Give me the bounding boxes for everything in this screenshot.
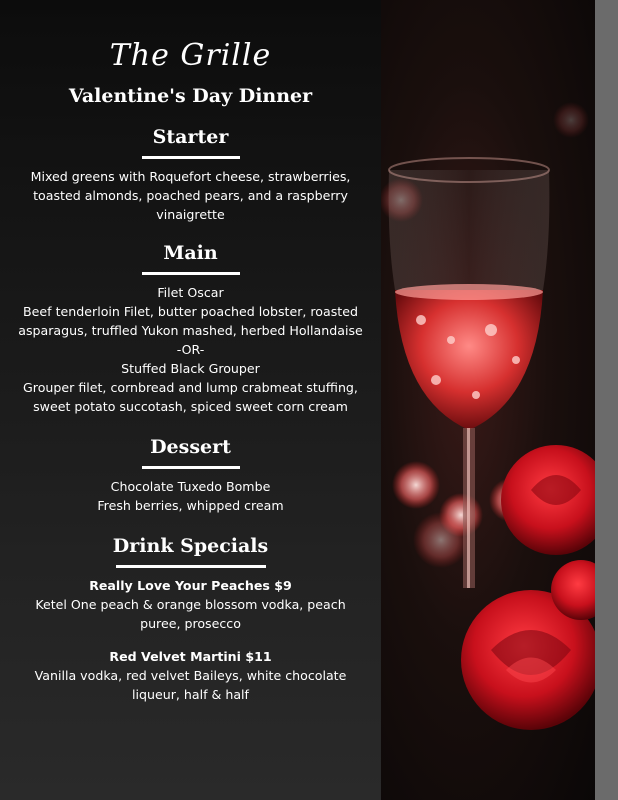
drinks-divider	[116, 565, 266, 568]
main-section	[12, 240, 369, 416]
drinks-heading: Drink Specials	[112, 535, 269, 557]
menu-title: Valentine's Day Dinner	[68, 85, 313, 107]
starter-section	[12, 124, 369, 224]
drink2-name: Red Velvet Martini $11	[109, 649, 272, 664]
rose-cluster	[461, 445, 595, 730]
restaurant-logo: The Grille	[109, 38, 272, 73]
main-option1-name: Filet Oscar	[157, 285, 224, 300]
main-separator: -OR-	[176, 342, 205, 357]
drink2-description: Vanilla vodka, red velvet Baileys, white chocolate liqueur, half & half	[34, 668, 347, 702]
main-option2-name: Stuffed Black Grouper	[121, 361, 260, 376]
drinks-section	[12, 533, 369, 704]
starter-description: Mixed greens with Roquefort cheese, strawberries, toasted almonds, poached pears, and a raspberry vinaigrette	[30, 169, 351, 222]
dessert-divider	[142, 466, 240, 469]
dessert-name: Chocolate Tuxedo Bombe	[110, 479, 271, 494]
side-strip	[595, 0, 618, 800]
drink1-description: Ketel One peach & orange blossom vodka, peach puree, prosecco	[35, 597, 346, 631]
dessert-section	[12, 434, 369, 515]
main-option2-description: Grouper filet, cornbread and lump crabmeat stuffing, sweet potato succotash, spiced sweet corn cream	[23, 380, 358, 414]
main-option1-description: Beef tenderloin Filet, butter poached lobster, roasted asparagus, truffled Yukon mashed, herbed Hollandaise	[18, 304, 363, 338]
dessert-description: Fresh berries, whipped cream	[97, 498, 284, 513]
main-divider	[142, 272, 240, 275]
drink1-name: Really Love Your Peaches $9	[89, 578, 292, 593]
starter-heading: Starter	[152, 126, 229, 148]
dessert-heading: Dessert	[150, 436, 231, 458]
starter-divider	[142, 156, 240, 159]
wine-and-roses-photo	[381, 0, 595, 800]
wine-glass-illustration	[381, 0, 595, 800]
main-heading: Main	[163, 242, 218, 264]
